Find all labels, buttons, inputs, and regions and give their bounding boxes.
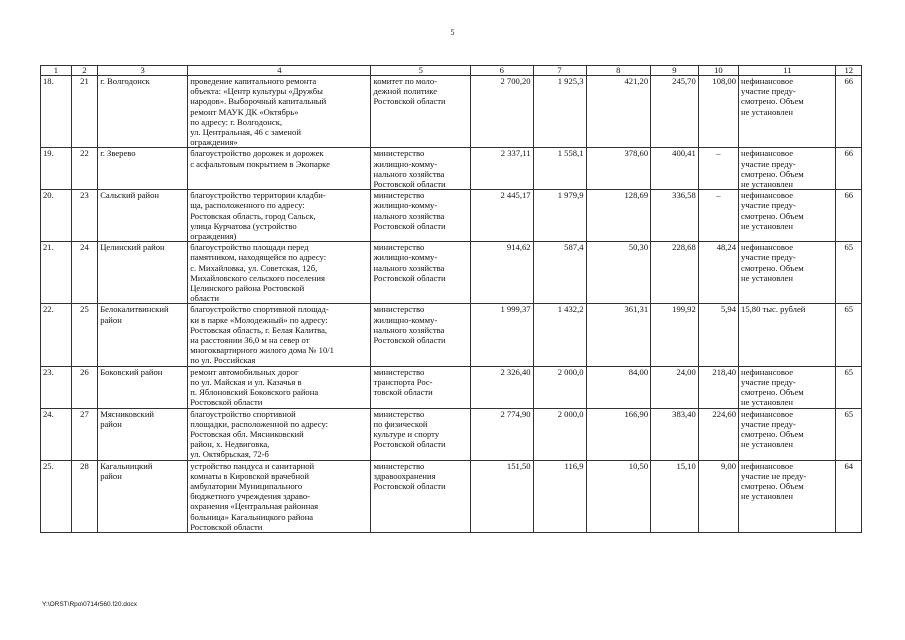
non-financial-participation: нефинансовое участие преду- смотрено. Объем не установлен: [739, 366, 836, 408]
object-number: 22: [71, 148, 97, 190]
object-number: 21: [71, 76, 97, 148]
column-number: 5: [371, 66, 471, 76]
sponsor-funds: –: [698, 190, 738, 242]
projects-table: [40, 65, 862, 533]
regional-budget: 2 000,0: [533, 408, 586, 460]
total-cost: 2 774,90: [471, 408, 534, 460]
population-funds: 400,41: [651, 148, 699, 190]
column-number: 3: [98, 66, 188, 76]
row-index: 20.: [41, 190, 72, 242]
project-description: проведение капитального ремонта объекта: «Центр культуры «Дружбы народов». Выборочный капитальный ремонт МАУК ДК «Октябрь» по адресу: г. Волгодонск, ул. Центральная, 46 с заменой ограждения»: [188, 76, 371, 148]
municipality: Боковский район: [98, 366, 188, 408]
project-description: благоустройство дорожек и дорожек с асфальтовым покрытием в Экопарке: [188, 148, 371, 190]
responsible-ministry: министерство жилищно-комму- нального хозяйства Ростовской области: [371, 242, 471, 304]
project-description: благоустройство площади перед памятником, находящейся по адресу: с. Михайловка, ул. Советская, 12б, Михайловского сельского поселения Целинского района Ростовской области: [188, 242, 371, 304]
score: 66: [836, 148, 862, 190]
responsible-ministry: министерство здравоохранения Ростовской области: [371, 460, 471, 532]
sponsor-funds: 5,94: [698, 304, 738, 366]
total-cost: 1 999,37: [471, 304, 534, 366]
local-budget: 166,90: [586, 408, 651, 460]
project-description: благоустройство территории кладби- ща, расположенного по адресу: Ростовская область, город Сальск, улица Курчатова (устройство ограждения): [188, 190, 371, 242]
table-row: [41, 190, 862, 242]
regional-budget: 116,9: [533, 460, 586, 532]
population-funds: 383,40: [651, 408, 699, 460]
municipality: Белокалитвинский район: [98, 304, 188, 366]
project-description: устройство пандуса и санитарной комнаты в Кировской врачебной амбулатории Муниципального бюджетного учреждения здраво- охранения «Центральная районная больница» Кагальницкого района Ростовской области: [188, 460, 371, 532]
table-row: [41, 366, 862, 408]
object-number: 26: [71, 366, 97, 408]
municipality: Сальский район: [98, 190, 188, 242]
column-number: 9: [651, 66, 699, 76]
sponsor-funds: 224,60: [698, 408, 738, 460]
responsible-ministry: министерство транспорта Рос- товской области: [371, 366, 471, 408]
sponsor-funds: –: [698, 148, 738, 190]
file-path-footer: Y:\ORST\Rpo\0714r560.f20.docx: [42, 601, 138, 608]
table-row: [41, 242, 862, 304]
non-financial-participation: нефинансовое участие преду- смотрено. Объем не установлен: [739, 76, 836, 148]
total-cost: 2 337,11: [471, 148, 534, 190]
municipality: Кагальницкий район: [98, 460, 188, 532]
local-budget: 378,60: [586, 148, 651, 190]
row-index: 25.: [41, 460, 72, 532]
table-row: [41, 76, 862, 148]
municipality: г. Зверево: [98, 148, 188, 190]
table-row: [41, 460, 862, 532]
responsible-ministry: министерство жилищно-комму- нального хозяйства Ростовской области: [371, 148, 471, 190]
non-financial-participation: нефинансовое участие преду- смотрено. Объем не установлен: [739, 190, 836, 242]
responsible-ministry: министерство по физической культуре и спорту Ростовской области: [371, 408, 471, 460]
score: 66: [836, 76, 862, 148]
score: 65: [836, 408, 862, 460]
column-number: 6: [471, 66, 534, 76]
total-cost: 2 326,40: [471, 366, 534, 408]
score: 65: [836, 242, 862, 304]
object-number: 24: [71, 242, 97, 304]
project-description: ремонт автомобильных дорог по ул. Майская и ул. Казачья в п. Яблоновский Боковского района Ростовской области: [188, 366, 371, 408]
column-number: 4: [188, 66, 371, 76]
total-cost: 2 700,20: [471, 76, 534, 148]
local-budget: 10,50: [586, 460, 651, 532]
population-funds: 24,00: [651, 366, 699, 408]
object-number: 23: [71, 190, 97, 242]
responsible-ministry: министерство жилищно-комму- нального хозяйства Ростовской области: [371, 190, 471, 242]
row-index: 19.: [41, 148, 72, 190]
score: 65: [836, 304, 862, 366]
project-description: благоустройство спортивной площадки, расположенной по адресу: Ростовская обл. Мясниковский район, х. Недвиговка, ул. Октябрьская, 72-б: [188, 408, 371, 460]
total-cost: 151,50: [471, 460, 534, 532]
responsible-ministry: министерство жилищно-комму- нального хозяйства Ростовской области: [371, 304, 471, 366]
population-funds: 245,70: [651, 76, 699, 148]
population-funds: 199,92: [651, 304, 699, 366]
population-funds: 336,58: [651, 190, 699, 242]
column-number: 12: [836, 66, 862, 76]
sponsor-funds: 108,00: [698, 76, 738, 148]
score: 66: [836, 190, 862, 242]
table-row: [41, 148, 862, 190]
column-number: 11: [739, 66, 836, 76]
row-index: 18.: [41, 76, 72, 148]
regional-budget: 1 979,9: [533, 190, 586, 242]
local-budget: 50,30: [586, 242, 651, 304]
responsible-ministry: комитет по моло- дежной политике Ростовской области: [371, 76, 471, 148]
project-description: благоустройство спортивной площад- ки в парке «Молодежный» по адресу: Ростовская область, г. Белая Калитва, на расстоянии 36,0 м на север от многоквартирного жилого дома № 10/1 по ул. Российская: [188, 304, 371, 366]
column-number: 1: [41, 66, 72, 76]
score: 65: [836, 366, 862, 408]
score: 64: [836, 460, 862, 532]
total-cost: 2 445,17: [471, 190, 534, 242]
regional-budget: 2 000,0: [533, 366, 586, 408]
non-financial-participation: нефинансовое участие преду- смотрено. Объем не установлен: [739, 148, 836, 190]
local-budget: 84,00: [586, 366, 651, 408]
object-number: 25: [71, 304, 97, 366]
population-funds: 15,10: [651, 460, 699, 532]
non-financial-participation: нефинансовое участие преду- смотрено. Объем не установлен: [739, 242, 836, 304]
row-index: 22.: [41, 304, 72, 366]
column-number: 8: [586, 66, 651, 76]
sponsor-funds: 9,00: [698, 460, 738, 532]
local-budget: 421,20: [586, 76, 651, 148]
non-financial-participation: нефинансовое участие преду- смотрено. Объем не установлен: [739, 408, 836, 460]
local-budget: 128,69: [586, 190, 651, 242]
municipality: Целинский район: [98, 242, 188, 304]
column-number-row: [41, 66, 862, 76]
page-number: 5: [450, 28, 455, 37]
table-row: [41, 304, 862, 366]
non-financial-participation: 15,80 тыс. рублей: [739, 304, 836, 366]
population-funds: 228,68: [651, 242, 699, 304]
total-cost: 914,62: [471, 242, 534, 304]
object-number: 27: [71, 408, 97, 460]
sponsor-funds: 48,24: [698, 242, 738, 304]
local-budget: 361,31: [586, 304, 651, 366]
row-index: 24.: [41, 408, 72, 460]
regional-budget: 1 925,3: [533, 76, 586, 148]
column-number: 2: [71, 66, 97, 76]
table-row: [41, 408, 862, 460]
object-number: 28: [71, 460, 97, 532]
row-index: 23.: [41, 366, 72, 408]
sponsor-funds: 218,40: [698, 366, 738, 408]
column-number: 10: [698, 66, 738, 76]
regional-budget: 1 558,1: [533, 148, 586, 190]
regional-budget: 1 432,2: [533, 304, 586, 366]
municipality: Мясниковский район: [98, 408, 188, 460]
municipality: г. Волгодонск: [98, 76, 188, 148]
row-index: 21.: [41, 242, 72, 304]
non-financial-participation: нефинансовое участие не преду- смотрено. Объем не установлен: [739, 460, 836, 532]
column-number: 7: [533, 66, 586, 76]
regional-budget: 587,4: [533, 242, 586, 304]
